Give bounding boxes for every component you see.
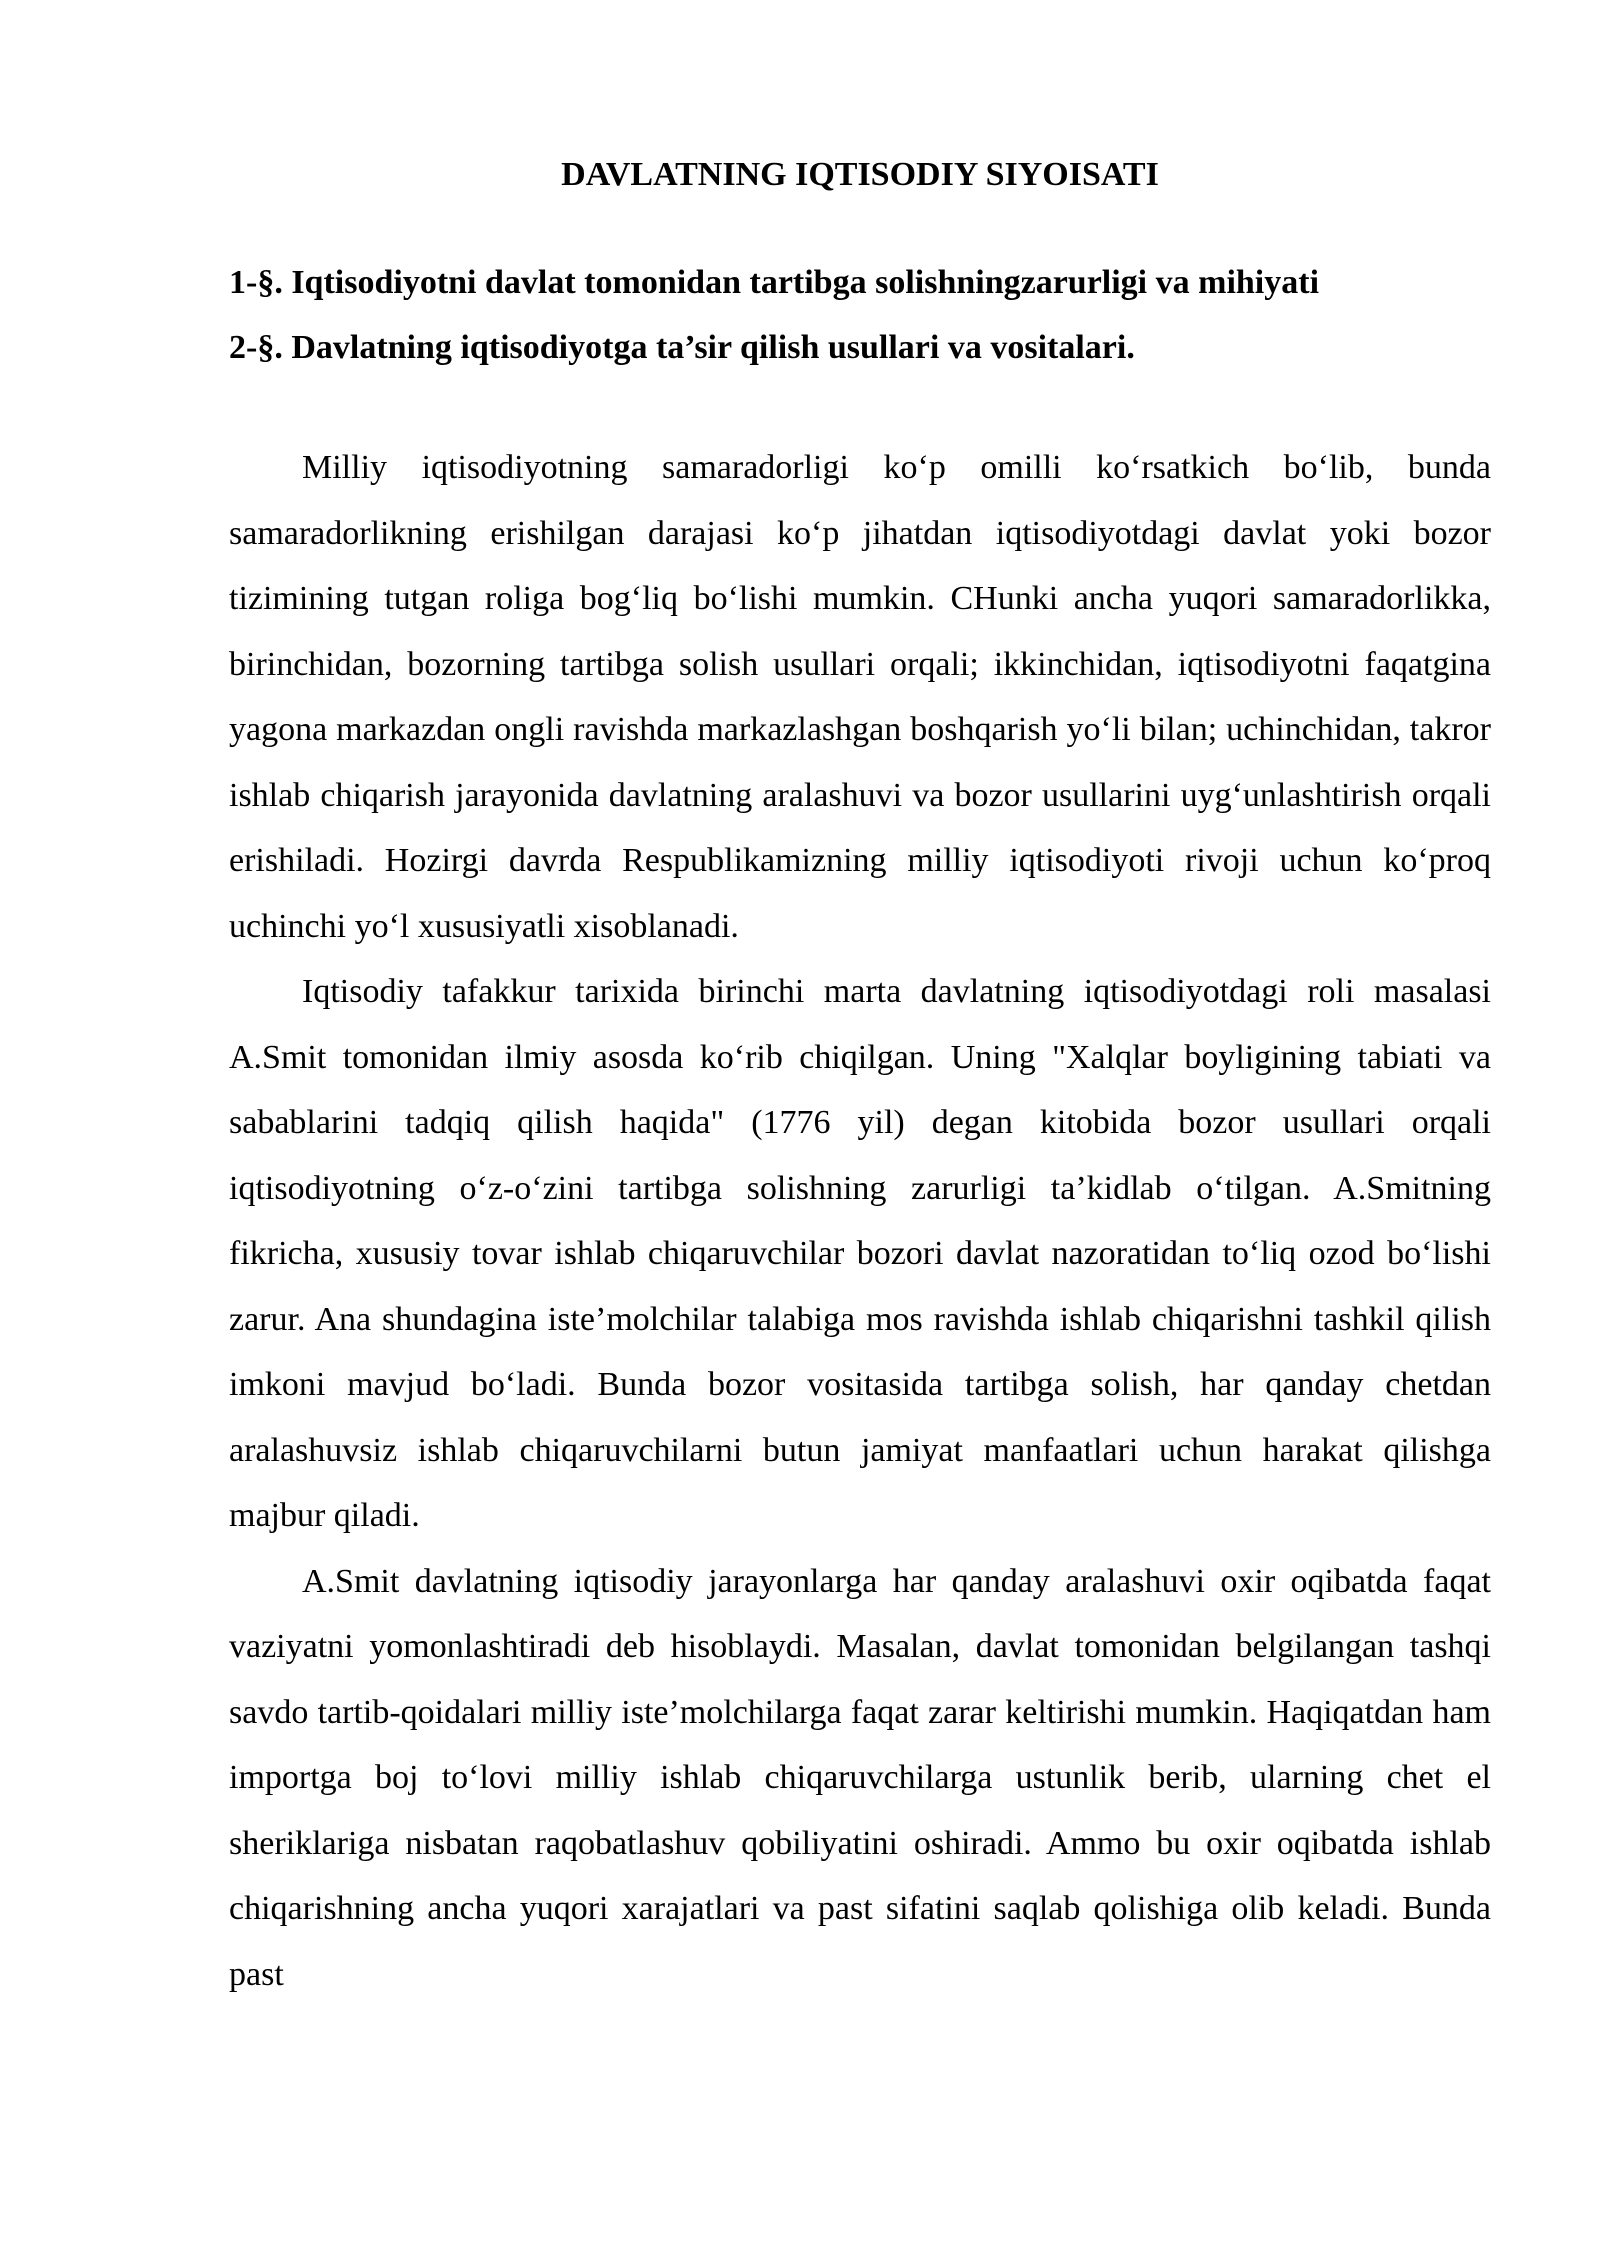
- document-page: [229, 150, 1491, 2007]
- section-heading-1: 1-§. Iqtisodiyotni davlat tomonidan tartibga solishningzarurligi va mihiyati: [229, 264, 1320, 301]
- document-title: DAVLATNING IQTISODIY SIYOISATI: [561, 156, 1159, 193]
- paragraph-1: Milliy iqtisodiyotning samaradorligi ko‘p omilli ko‘rsatkich bo‘lib, bunda samaradorlikning erishilgan darajasi ko‘p jihatdan iqtisodiyotdagi davlat yoki bozor tizimining tutgan roliga bog‘liq bo‘lishi mumkin. CHunki ancha yuqori samaradorlikka, birinchidan, bozorning tartibga solish usullari orqali; ikkinchidan, iqtisodiyotni faqatgina yagona markazdan ongli ravishda markazlashgan boshqarish yo‘li bilan; uchinchidan, takror ishlab chiqarish jarayonida davlatning aralashuvi va bozor usullarini uyg‘unlashtirish orqali erishiladi. Hozirgi davrda Respublikamizning milliy iqtisodiyoti rivoji uchun ko‘proq uchinchi yo‘l xususiyatli xisoblanadi.: [229, 449, 1491, 945]
- paragraph-3: A.Smit davlatning iqtisodiy jarayonlarga har qanday aralashuvi oxir oqibatda faqat vaziyatni yomonlashtiradi deb hisoblaydi. Masalan, davlat tomonidan belgilangan tashqi savdo tartib-qoidalari milliy iste’molchilarga faqat zarar keltirishi mumkin. Haqiqatdan ham importga boj to‘lovi milliy ishlab chiqaruvchilarga ustunlik berib, ularning chet el sheriklariga nisbatan raqobatlashuv qobiliyatini oshiradi. Ammo bu oxir oqibatda ishlab chiqarishning ancha yuqori xarajatlari va past sifatini saqlab qolishiga olib keladi. Bunda past: [229, 1562, 1491, 1993]
- paragraph-2: Iqtisodiy tafakkur tarixida birinchi marta davlatning iqtisodiyotdagi roli masalasi A.Smit tomonidan ilmiy asosda ko‘rib chiqilgan. Uning "Xalqlar boyligining tabiati va sabablarini tadqiq qilish haqida" (1776 yil) degan kitobida bozor usullari orqali iqtisodiyotning o‘z-o‘zini tartibga solishning zarurligi ta’kidlab o‘tilgan. A.Smitning fikricha, xususiy tovar ishlab chiqaruvchilar bozori davlat nazoratidan to‘liq ozod bo‘lishi zarur. Ana shundagina iste’molchilar talabiga mos ravishda ishlab chiqarishni tashkil qilish imkoni mavjud bo‘ladi. Bunda bozor vositasida tartibga solish, har qanday chetdan aralashuvsiz ishlab chiqaruvchilarni butun jamiyat manfaatlari uchun harakat qilishga majbur qiladi.: [229, 973, 1491, 1534]
- section-headings: [229, 250, 1491, 380]
- section-heading-2: 2-§. Davlatning iqtisodiyotga ta’sir qilish usullari va vositalari.: [229, 329, 1135, 366]
- document-body: [229, 435, 1491, 2007]
